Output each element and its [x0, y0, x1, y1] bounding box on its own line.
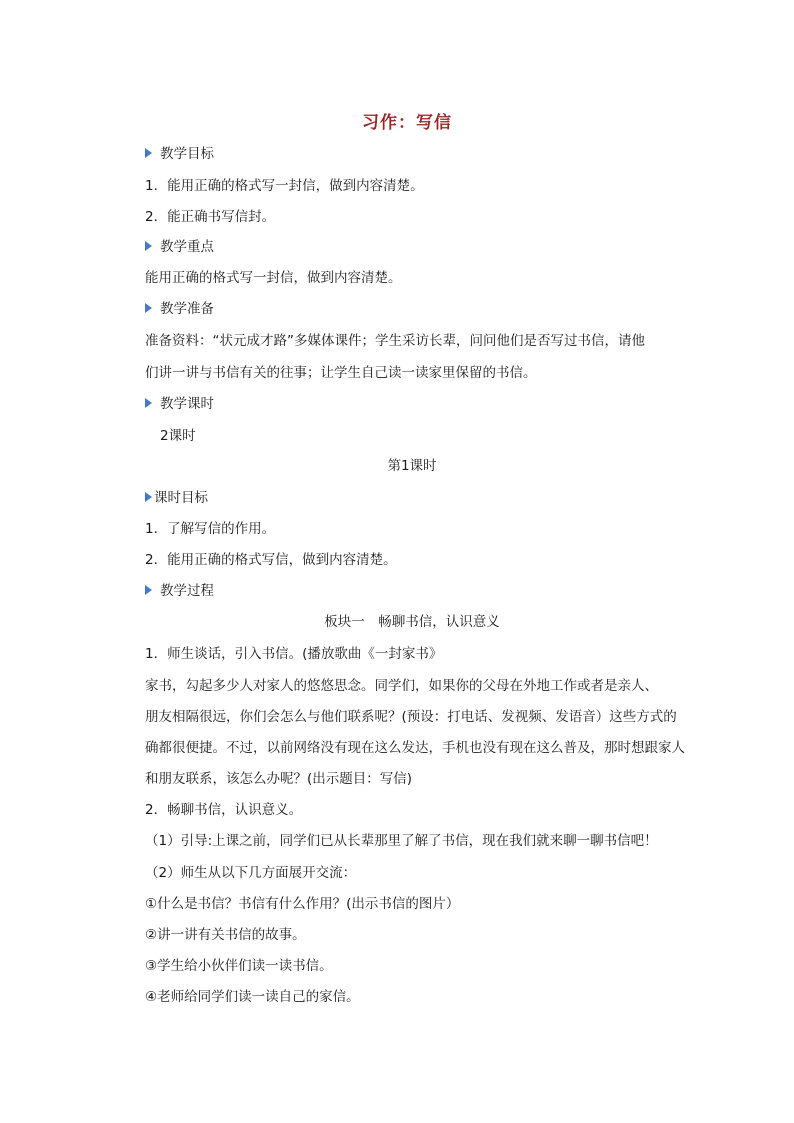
hours-heading-label: 教学课时: [160, 396, 214, 412]
block-title: 板块一 畅聊书信，认识意义: [324, 614, 500, 630]
list-item: ①什么是书信？书信有什么作用？(出示书信的图片）: [145, 896, 460, 912]
list-item: ④老师给同学们读一读自己的家信。: [145, 989, 360, 1005]
hours-text: 2课时: [160, 428, 196, 444]
step-2: 2．畅聊书信，认识意义。: [145, 802, 303, 818]
goal-item-2: 2．能正确书写信封。: [145, 209, 276, 225]
triangle-right-icon: [145, 492, 152, 502]
paragraph-line-4: 和朋友联系，该怎么办呢？(出示题目：写信): [145, 771, 413, 787]
prep-line-2: 们讲一讲与书信有关的往事；让学生自己读一读家里保留的书信。: [145, 365, 537, 381]
prep-heading: [145, 300, 214, 318]
prep-line-1: 准备资料：“状元成才路”多媒体课件；学生采访长辈，问问他们是否写过书信，请他: [145, 333, 645, 349]
focus-text: 能用正确的格式写一封信，做到内容清楚。: [145, 270, 402, 286]
goal-heading: [145, 145, 214, 163]
sub-step-1: （1）引导:上课之前，同学们已从长辈那里了解了书信，现在我们就来聊一聊书信吧！: [145, 833, 658, 849]
paragraph-line-1: 家书，勾起多少人对家人的悠悠思念。同学们，如果你的父母在外地工作或者是亲人、: [145, 678, 658, 694]
goal-heading-label: 教学目标: [160, 146, 214, 162]
process-heading: [145, 582, 214, 600]
paragraph-line-3: 确都很便捷。不过，以前网络没有现在这么发达，手机也没有现在这么普及，那时想跟家人: [145, 740, 685, 756]
lesson-title: 第1课时: [387, 458, 437, 474]
lesson-goal-heading-label: 课时目标: [154, 490, 208, 506]
list-item: ③学生给小伙伴们读一读书信。: [145, 958, 333, 974]
hours-heading: [145, 395, 214, 413]
process-heading-label: 教学过程: [160, 583, 214, 599]
list-item: ②讲一讲有关书信的故事。: [145, 927, 306, 943]
triangle-right-icon: [145, 585, 152, 595]
triangle-right-icon: [145, 303, 152, 313]
focus-heading-label: 教学重点: [160, 239, 214, 255]
step-1: 1．师生谈话，引入书信。(播放歌曲《一封家书》: [145, 646, 443, 662]
focus-heading: [145, 238, 214, 256]
triangle-right-icon: [145, 148, 152, 158]
document-title: 习作：写信: [362, 113, 452, 133]
triangle-right-icon: [145, 241, 152, 251]
prep-heading-label: 教学准备: [160, 301, 214, 317]
paragraph-line-2: 朋友相隔很远，你们会怎么与他们联系呢？(预设：打电话、发视频、发语音）这些方式的: [145, 709, 677, 725]
goal-item-1: 1．能用正确的格式写一封信，做到内容清楚。: [145, 178, 424, 194]
lesson-goal-1: 1．了解写信的作用。: [145, 521, 276, 537]
sub-step-2: （2）师生从以下几方面展开交流：: [145, 865, 357, 881]
lesson-goal-heading: [145, 489, 208, 507]
lesson-goal-2: 2．能用正确的格式写信，做到内容清楚。: [145, 552, 397, 568]
triangle-right-icon: [145, 398, 152, 408]
